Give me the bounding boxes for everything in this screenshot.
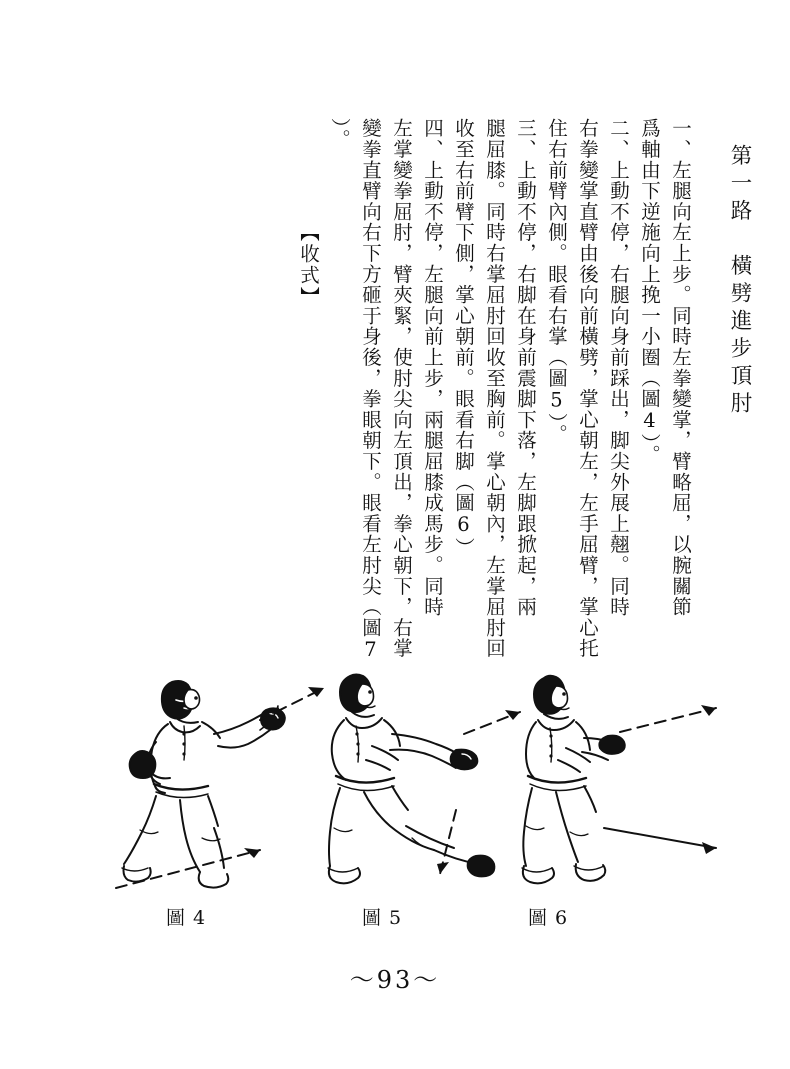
figure-5-illustration [306,660,526,900]
page-title: 第一路 橫劈進步頂肘 [727,144,752,419]
text-column-2: 爲軸由下逆施向上挽一小圈（圖4）。 [638,118,661,466]
text-column-10: 左掌變拳屈肘，臂夾緊，使肘尖向左頂出，拳心朝下，右掌 [390,118,413,659]
text-column-8: 收至右前臂下側，掌心朝前。眼看右脚（圖6） [452,118,475,559]
figure-captions [110,903,680,933]
closing-form-marker: 【收式】 [297,222,320,308]
text-column-9: 四、上動不停，左腿向前上步，兩腿屈膝成馬步。同時 [421,118,444,618]
text-column-4: 右拳變掌直臂由後向前橫劈，掌心朝左，左手屈臂，掌心托 [576,118,599,659]
text-column-11: 變拳直臂向右下方砸于身後，拳眼朝下。眼看左肘尖（圖7 [359,118,382,663]
page-number: ～93～ [349,966,441,994]
text-column-6: 三、上動不停，右脚在身前震脚下落，左脚跟掀起，兩 [514,118,537,618]
figure-6-caption: 圖 6 [528,907,569,929]
figure-6-illustration [500,660,730,900]
figure-4-caption: 圖 4 [166,907,207,929]
text-column-3: 二、上動不停，右腿向身前踩出，脚尖外展上翹。同時 [607,118,630,618]
text-column-1: 一、左腿向左上步。同時左拳變掌，臂略屈，以腕關節 [669,118,692,618]
figure-5-caption: 圖 5 [362,907,403,929]
text-column-12: ）。 [328,118,351,150]
text-column-7: 腿屈膝。同時右掌屈肘回收至胸前。掌心朝內，左掌屈肘回 [483,118,506,659]
vertical-text-block [40,118,750,678]
text-column-5: 住右前臂內側。眼看右掌（圖5）。 [545,118,568,445]
illustration-group [110,660,680,910]
